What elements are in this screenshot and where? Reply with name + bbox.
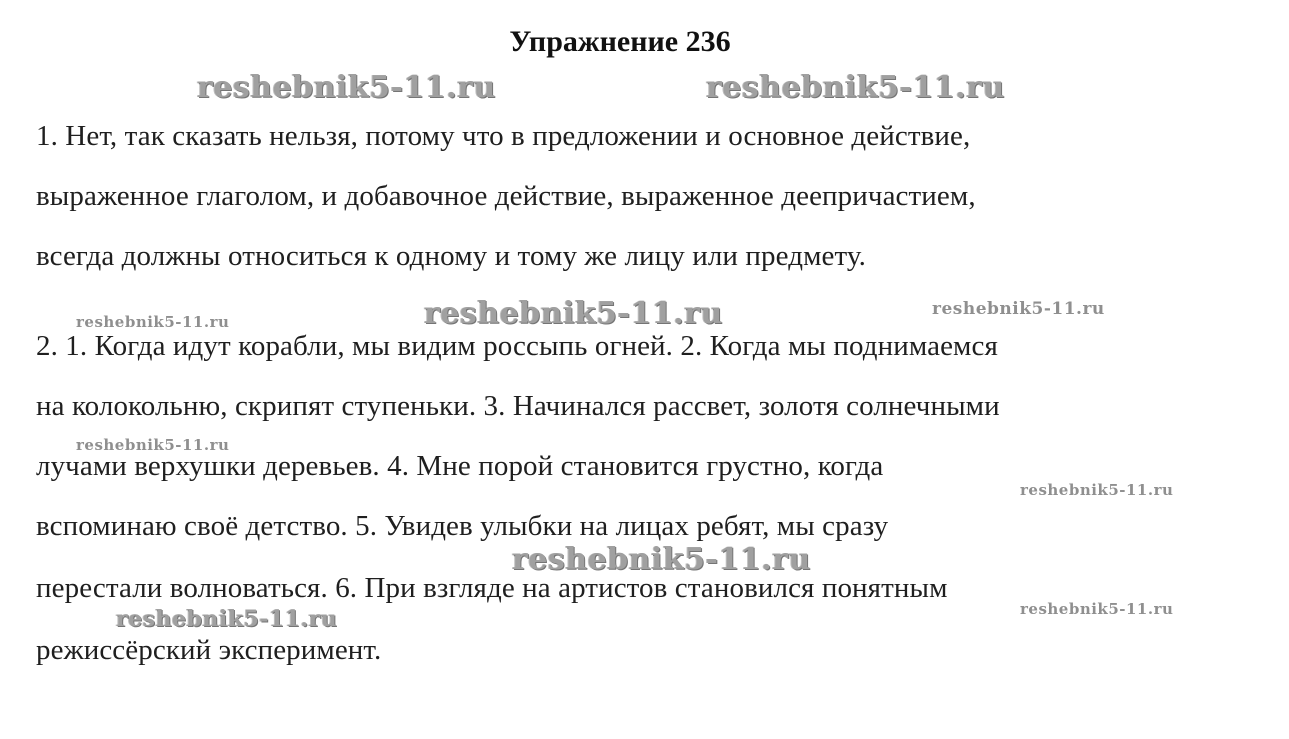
answer-2-line: перестали волноваться. 6. При взгляде на артистов становился понятным [36, 572, 948, 604]
answer-2-line: режиссёрский эксперимент. [36, 634, 382, 666]
watermark: reshebnik5-11.ru [512, 542, 811, 577]
answer-2-line: лучами верхушки деревьев. 4. Мне порой становится грустно, когда [36, 450, 884, 482]
watermark: reshebnik5-11.ru [424, 296, 723, 331]
answer-1-line: 1. Нет, так сказать нельзя, потому что в предложении и основное действие, [36, 120, 971, 152]
watermark: reshebnik5-11.ru [1020, 481, 1174, 499]
answer-2-line: на колокольню, скрипят ступеньки. 3. Начинался рассвет, золотя солнечными [36, 390, 1000, 422]
watermark: reshebnik5-11.ru [1020, 600, 1174, 618]
exercise-title: Упражнение 236 [509, 25, 731, 58]
watermark: reshebnik5-11.ru [932, 299, 1105, 319]
answer-1-line: выраженное глаголом, и добавочное действие, выраженное деепричастием, [36, 180, 976, 212]
answer-2-line: вспоминаю своё детство. 5. Увидев улыбки на лицах ребят, мы сразу [36, 510, 889, 542]
watermark: reshebnik5-11.ru [76, 436, 230, 454]
watermark: reshebnik5-11.ru [197, 70, 496, 105]
answer-2-line: 2. 1. Когда идут корабли, мы видим россыпь огней. 2. Когда мы поднимаемся [36, 330, 998, 362]
watermark: reshebnik5-11.ru [116, 606, 338, 632]
watermark: reshebnik5-11.ru [706, 70, 1005, 105]
answer-1-line: всегда должны относиться к одному и тому же лицу или предмету. [36, 240, 866, 272]
watermark: reshebnik5-11.ru [76, 313, 230, 331]
